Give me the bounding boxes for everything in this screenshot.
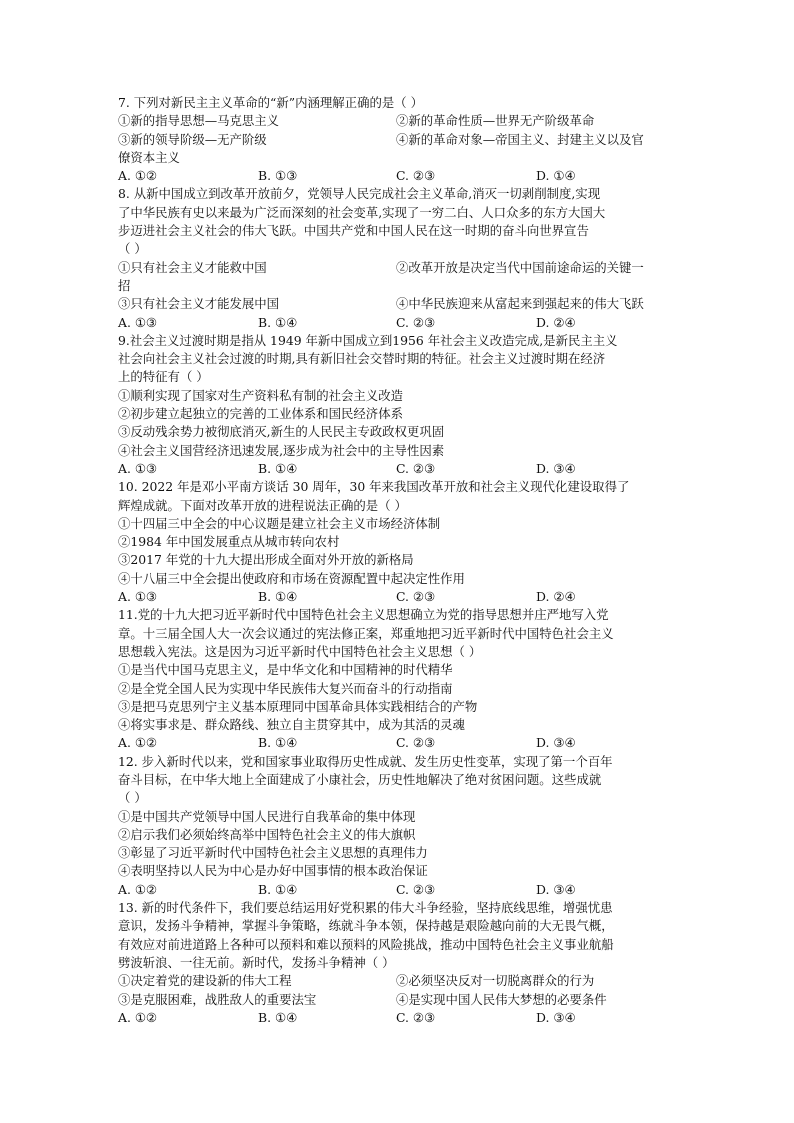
statement: ②新的革命性质—世界无产阶级革命	[396, 113, 595, 129]
statement: ④表明坚持以人民为中心是办好中国事情的根本政治保证	[118, 863, 428, 879]
option-a: A. ①③	[118, 589, 158, 605]
question-12-stem-line: 奋斗目标，在中华大地上全面建成了小康社会，历史性地解决了绝对贫困问题。这些成就	[118, 771, 602, 787]
question-7	[118, 94, 678, 185]
question-8-stem-line: （ ）	[118, 241, 147, 257]
statement: ①决定着党的建设新的伟大工程	[118, 973, 292, 989]
question-10	[118, 478, 678, 606]
statement: ①是当代中国马克思主义，是中华文化和中国精神的时代精华	[118, 662, 453, 678]
statement: ①是中国共产党领导中国人民进行自我革命的集中体现	[118, 808, 416, 824]
statement: ④新的革命对象—帝国主义、封建主义以及官	[396, 131, 644, 147]
question-13-statements-row-1	[118, 972, 678, 990]
question-9-stem-line: 上的特征有（ ）	[118, 369, 209, 385]
question-10-stem-line: 10. 2022 年是邓小平南方谈话 30 周年，30 年来我国改革开放和社会主义现代化建设取得了	[118, 479, 630, 495]
question-13-stem-line: 劈波斩浪、一往无前。新时代，发扬斗争精神（ ）	[118, 954, 395, 970]
option-b: B. ①④	[258, 1009, 298, 1025]
option-d: D. ②④	[536, 589, 576, 605]
question-list	[118, 94, 678, 1027]
option-a: A. ①③	[118, 460, 158, 476]
question-7-options	[118, 167, 678, 185]
statement: ①顺利实现了国家对生产资料私有制的社会主义改造	[118, 387, 403, 403]
question-13-options	[118, 1009, 678, 1027]
option-b: B. ①④	[258, 735, 298, 751]
question-8-options	[118, 314, 678, 332]
statement: ③是把马克思列宁主义基本原理同中国革命具体实践相结合的产物	[118, 698, 478, 714]
question-8-stem-line: 8. 从新中国成立到改革开放前夕，党领导人民完成社会主义革命,消灭一切剥削制度,实现	[118, 186, 601, 202]
option-c: C. ②③	[396, 168, 436, 184]
option-b: B. ①④	[258, 589, 298, 605]
statement: ①新的指导思想—马克思主义	[118, 113, 280, 129]
option-b: B. ①④	[258, 881, 298, 897]
option-d: D. ③④	[536, 881, 576, 897]
statement: ③新的领导阶级—无产阶级	[118, 131, 267, 147]
question-7-statements-row-2	[118, 131, 678, 149]
option-a: A. ①②	[118, 735, 158, 751]
question-11-stem-line: 11.党的十九大把习近平新时代中国特色社会主义思想确立为党的指导思想并庄严地写入党	[118, 607, 609, 623]
statement-continuation: 僚资本主义	[118, 149, 180, 165]
statement: ④是实现中国人民伟大梦想的必要条件	[396, 991, 607, 1007]
statement: ②必须坚决反对一切脱离群众的行为	[396, 973, 595, 989]
question-12	[118, 753, 678, 899]
option-d: D. ③④	[536, 735, 576, 751]
question-9-stem-line: 9.社会主义过渡时期是指从 1949 年新中国成立到1956 年社会主义改造完成,是新民主主义	[118, 332, 618, 348]
question-12-stem-line: （ ）	[118, 790, 147, 806]
question-10-stem-line: 辉煌成就。下面对改革开放的进程说法正确的是（ ）	[118, 497, 407, 513]
question-12-options	[118, 881, 678, 899]
option-c: C. ②③	[396, 1009, 436, 1025]
option-a: A. ①②	[118, 881, 158, 897]
question-11-stem-line: 章。十三届全国人大一次会议通过的宪法修正案，郑重地把习近平新时代中国特色社会主义	[118, 625, 614, 641]
option-c: C. ②③	[396, 589, 436, 605]
question-8	[118, 185, 678, 331]
statement: ③只有社会主义才能发展中国	[118, 296, 280, 312]
statement: ②初步建立起独立的完善的工业体系和国民经济体系	[118, 406, 403, 422]
question-11-stem-line: 思想载入宪法。这是因为习近平新时代中国特色社会主义思想（ ）	[118, 643, 482, 659]
question-7-stem: 7. 下列对新民主主义革命的“新”内涵理解正确的是（ ）	[118, 95, 423, 110]
option-b: B. ①④	[258, 460, 298, 476]
option-b: B. ①③	[258, 168, 298, 184]
option-a: A. ①③	[118, 314, 158, 330]
question-8-stem-line: 步迈进社会主义社会的伟大飞跃。中国共产党和中国人民在这一时期的奋斗向世界宣告	[118, 223, 589, 239]
statement: ②1984 年中国发展重点从城市转向农村	[118, 534, 340, 550]
option-c: C. ②③	[396, 735, 436, 751]
question-12-stem-line: 12. 步入新时代以来，党和国家事业取得历史性成就、发生历史性变革，实现了第一个百年	[118, 753, 613, 769]
statement: ①十四届三中全会的中心议题是建立社会主义市场经济体制	[118, 515, 441, 531]
statement: ④中华民族迎来从富起来到强起来的伟大飞跃	[396, 296, 644, 312]
statement: ③彰显了习近平新时代中国特色社会主义思想的真理伟力	[118, 845, 428, 861]
question-8-stem-line: 了中华民族有史以来最为广泛而深刻的社会变革,实现了一穷二白、人口众多的东方大国大	[118, 204, 606, 220]
option-c: C. ②③	[396, 881, 436, 897]
question-11	[118, 606, 678, 752]
option-c: C. ②③	[396, 314, 436, 330]
statement: ②启示我们必须始终高举中国特色社会主义的伟大旗帜	[118, 826, 416, 842]
statement: ②是全党全国人民为实现中华民族伟大复兴而奋斗的行动指南	[118, 680, 453, 696]
option-d: D. ③④	[536, 460, 576, 476]
question-13-statements-row-2	[118, 991, 678, 1009]
statement: ③是克服困难，战胜敌人的重要法宝	[118, 991, 317, 1007]
option-a: A. ①②	[118, 1009, 158, 1025]
statement: ④将实事求是、群众路线、独立自主贯穿其中，成为其活的灵魂	[118, 717, 465, 733]
option-c: C. ②③	[396, 460, 436, 476]
question-11-options	[118, 734, 678, 752]
statement: ①只有社会主义才能救中国	[118, 259, 267, 275]
statement: ④十八届三中全会提出使政府和市场在资源配置中起决定性作用	[118, 570, 465, 586]
option-a: A. ①②	[118, 168, 158, 184]
statement: ④社会主义国营经济迅速发展,逐步成为社会中的主导性因素	[118, 442, 445, 458]
question-7-statements-row-1	[118, 112, 678, 130]
question-13	[118, 899, 678, 1027]
question-8-statements-row-1	[118, 259, 678, 277]
option-b: B. ①④	[258, 314, 298, 330]
statement: ③2017 年党的十九大提出形成全面对外开放的新格局	[118, 552, 414, 568]
question-13-stem-line: 有效应对前进道路上各种可以预料和难以预料的风险挑战，推动中国特色社会主义事业航船	[118, 936, 614, 952]
option-d: D. ③④	[536, 1009, 576, 1025]
question-9-stem-line: 社会向社会主义社会过渡的时期,具有新旧社会交替时期的特征。社会主义过渡时期在经济	[118, 351, 606, 367]
question-13-stem-line: 13. 新的时代条件下，我们要总结运用好党积累的伟大斗争经验，坚持底线思维，增强忧患	[118, 900, 613, 916]
statement-continuation: 招	[118, 277, 131, 293]
statement: ②改革开放是决定当代中国前途命运的关键一	[396, 259, 644, 275]
option-d: D. ①④	[536, 168, 576, 184]
question-13-stem-line: 意识，发扬斗争精神，掌握斗争策略，练就斗争本领，保持越是艰险越向前的大无畏气概，	[118, 918, 614, 934]
question-10-options	[118, 588, 678, 606]
question-9	[118, 332, 678, 478]
statement: ③反动残余势力被彻底消灭,新生的人民民主专政政权更巩固	[118, 424, 445, 440]
question-9-options	[118, 460, 678, 478]
option-d: D. ②④	[536, 314, 576, 330]
question-8-statements-row-2	[118, 295, 678, 313]
